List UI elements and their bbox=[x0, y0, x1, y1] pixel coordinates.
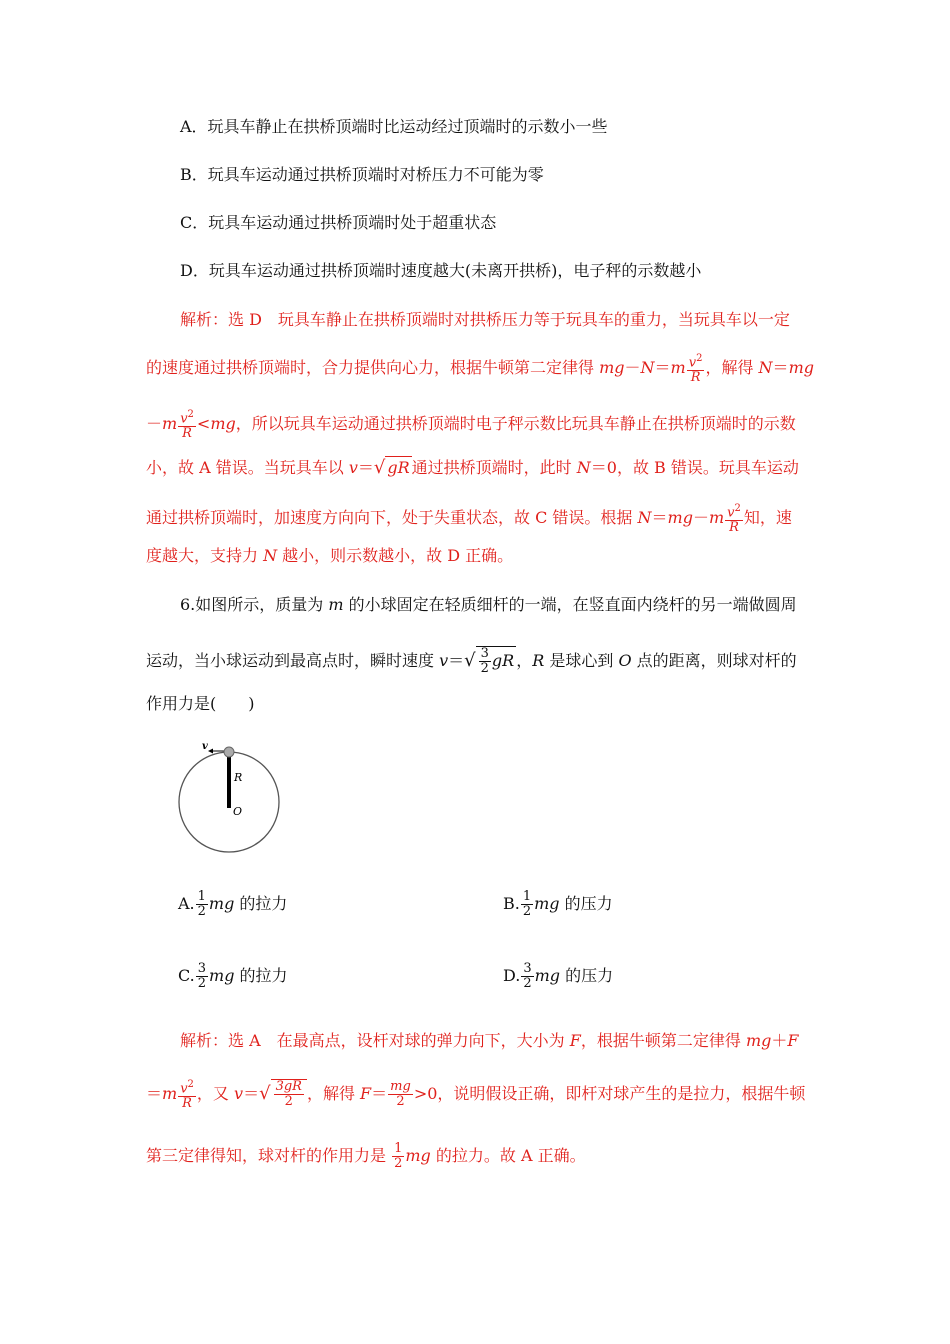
q6-option-d: D. $\frac{3}{2}$ mg 的压力 bbox=[503, 961, 614, 991]
fraction-v2-over-r: $\frac{v^2}{R}$ bbox=[727, 503, 741, 536]
q6-analysis-line-1: 解析：选 A 在最高点，设杆对球的弹力向下，大小为 F，根据牛顿第二定律得 mg＋F bbox=[180, 1031, 799, 1050]
q5-option-b: B．玩具车运动通过拱桥顶端时对桥压力不可能为零 bbox=[180, 165, 544, 184]
figure-svg bbox=[170, 738, 300, 863]
sqrt-sign: √ bbox=[259, 1083, 271, 1105]
q5-option-a: A．玩具车静止在拱桥顶端时比运动经过顶端时的示数小一些 bbox=[180, 117, 608, 136]
q5-analysis-line-4: 小，故 A 错误。当玩具车以 v＝√ gR 通过拱桥顶端时，此时 N＝0，故 B 错误。玩具车运动 bbox=[146, 457, 799, 478]
arrow-head-icon bbox=[208, 749, 213, 754]
q6-analysis-line-3: 第三定律得知，球对杆的作用力是 $\frac{1}{2}$ mg 的拉力。故 A 正确。 bbox=[146, 1141, 586, 1171]
sqrt-body: $\frac{3gR}{2}$ bbox=[271, 1079, 307, 1109]
q6-stem-line-3: 作用力是( ) bbox=[146, 694, 255, 713]
o-label: O bbox=[233, 805, 243, 818]
ball bbox=[224, 747, 234, 757]
q6-stem-line-2: 运动，当小球运动到最高点时，瞬时速度 v＝√ $\frac{3}{2}$ gR ，R 是球心到 O 点的距离，则球对杆的 bbox=[146, 646, 797, 676]
q6-option-b: B. $\frac{1}{2}$ mg 的压力 bbox=[503, 889, 613, 919]
fraction-v2-over-r: $\frac{v^2}{R}$ bbox=[688, 353, 703, 386]
q5-option-c: C．玩具车运动通过拱桥顶端时处于超重状态 bbox=[180, 213, 497, 232]
q5-analysis-line-3: －m $\frac{v^2}{R}$ <mg，所以玩具车运动通过拱桥顶端时电子秤示数比玩具车静止在拱桥顶端时的示数 bbox=[146, 409, 796, 442]
q5-analysis-line-6: 度越大，支持力 N 越小，则示数越小，故 D 正确。 bbox=[146, 546, 514, 565]
q6-option-c: C. $\frac{3}{2}$ mg 的拉力 bbox=[178, 961, 288, 991]
fraction-v2-over-r: $\frac{v^2}{R}$ bbox=[180, 409, 194, 442]
q5-analysis-line-2: 的速度通过拱桥顶端时，合力提供向心力，根据牛顿第二定律得 mg－N＝m $\frac{v^2}{R}$ ，解得 N＝mg bbox=[146, 353, 814, 386]
circular-motion-figure bbox=[170, 738, 300, 867]
q5-analysis-line-1: 解析：选 D 玩具车静止在拱桥顶端时对拱桥压力等于玩具车的重力，当玩具车以一定 bbox=[180, 310, 790, 329]
q5-analysis-line-5: 通过拱桥顶端时，加速度方向向下，处于失重状态，故 C 错误。根据 N＝mg－m $\frac{v^2}{R}$ 知，速 bbox=[146, 503, 792, 536]
q6-option-a: A. $\frac{1}{2}$ mg 的拉力 bbox=[178, 889, 288, 919]
sqrt-sign: √ bbox=[373, 457, 386, 478]
sqrt-body: $\frac{3}{2}$ gR bbox=[476, 646, 517, 676]
q5-option-d: D．玩具车运动通过拱桥顶端时速度越大(未离开拱桥)，电子秤的示数越小 bbox=[180, 261, 702, 280]
fraction-v2-over-r: $\frac{v^2}{R}$ bbox=[180, 1079, 194, 1112]
v-label: v bbox=[202, 741, 208, 752]
sqrt-sign: √ bbox=[464, 650, 476, 671]
r-label: R bbox=[234, 771, 243, 784]
q6-stem-line-1: 6.如图所示，质量为 m 的小球固定在轻质细杆的一端，在竖直面内绕杆的另一端做圆周 bbox=[180, 595, 797, 614]
q6-analysis-line-2: ＝m $\frac{v^2}{R}$ ，又 v＝√ $\frac{3gR}{2}$ ，解得 F＝ $\frac{mg}{2}$ >0，说明假设正确，即杆对球产生的是拉力，根据牛顿 bbox=[146, 1079, 806, 1112]
